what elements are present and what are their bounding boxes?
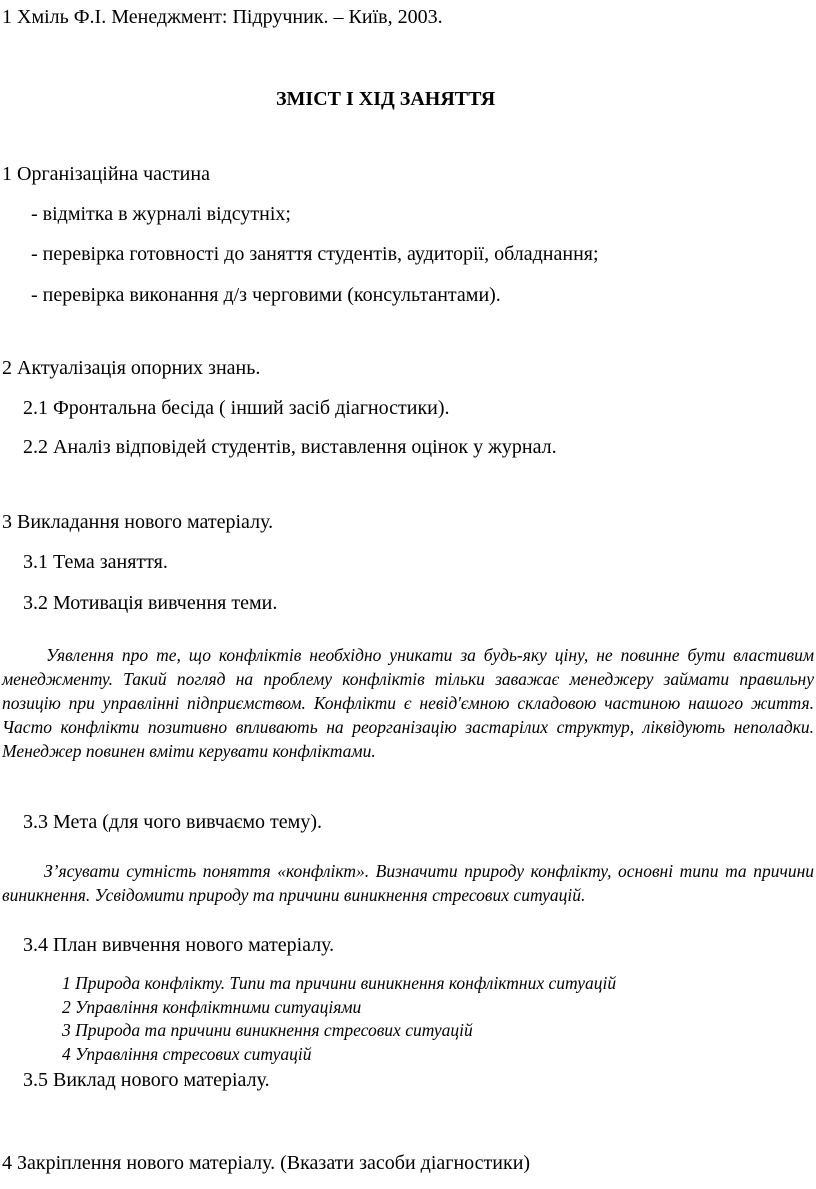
section-1-item: - перевірка готовності до заняття студентів, аудиторії, обладнання; (31, 243, 599, 265)
reference-line: 1 Хміль Ф.І. Менеджмент: Підручник. – Київ, 2003. (2, 6, 443, 28)
section-3-motivation: 3.2 Мотивація вивчення теми. (23, 592, 278, 614)
plan-item: 3 Природа та причини виникнення стресових ситуацій (62, 1020, 473, 1040)
section-4-heading: 4 Закріплення нового матеріалу. (Вказати засоби діагностики) (2, 1152, 531, 1174)
plan-item: 2 Управління конфліктними ситуаціями (62, 997, 362, 1017)
section-3-goal: 3.3 Мета (для чого вивчаємо тему). (23, 811, 322, 833)
goal-paragraph: З’ясувати сутність поняття «конфлікт». Визначити природу конфлікту, основні типи та причини виникнення. Усвідомити природу та причини виникнення стресових ситуацій. (2, 861, 814, 905)
plan-item: 1 Природа конфлікту. Типи та причини виникнення конфліктних ситуацій (62, 973, 617, 993)
section-2-item: 2.2 Аналіз відповідей студентів, виставлення оцінок у журнал. (23, 436, 557, 458)
section-3-presentation: 3.5 Виклад нового матеріалу. (23, 1069, 270, 1091)
section-3-heading: 3 Викладання нового матеріалу. (2, 511, 274, 533)
section-2-item: 2.1 Фронтальна бесіда ( інший засіб діагностики). (23, 397, 450, 419)
section-3-plan: 3.4 План вивчення нового матеріалу. (23, 934, 335, 956)
motivation-paragraph: Уявлення про те, що конфліктів необхідно уникати за будь-яку ціну, не повинне бути властивим менеджменту. Такий погляд на проблему конфліктів тільки заважає менеджеру займати правильну позицію при управлінні підприємством. Конфлікти є невід'ємною складовою частиною нашого життя. Часто конфлікти позитивно впливають на реорганізацію застарілих структур, ліквідують неполадки. Менеджер повинен вміти керувати конфліктами. (2, 645, 814, 761)
section-1-heading: 1 Організаційна частина (2, 163, 210, 185)
plan-item: 4 Управління стресових ситуацій (62, 1044, 312, 1064)
page-title: ЗМІСТ І ХІД ЗАНЯТТЯ (276, 88, 496, 110)
section-2-heading: 2 Актуалізація опорних знань. (2, 357, 261, 379)
section-3-topic: 3.1 Тема заняття. (23, 551, 168, 573)
section-1-item: - перевірка виконання д/з черговими (консультантами). (31, 284, 501, 306)
section-1-item: - відмітка в журналі відсутніх; (31, 203, 291, 225)
